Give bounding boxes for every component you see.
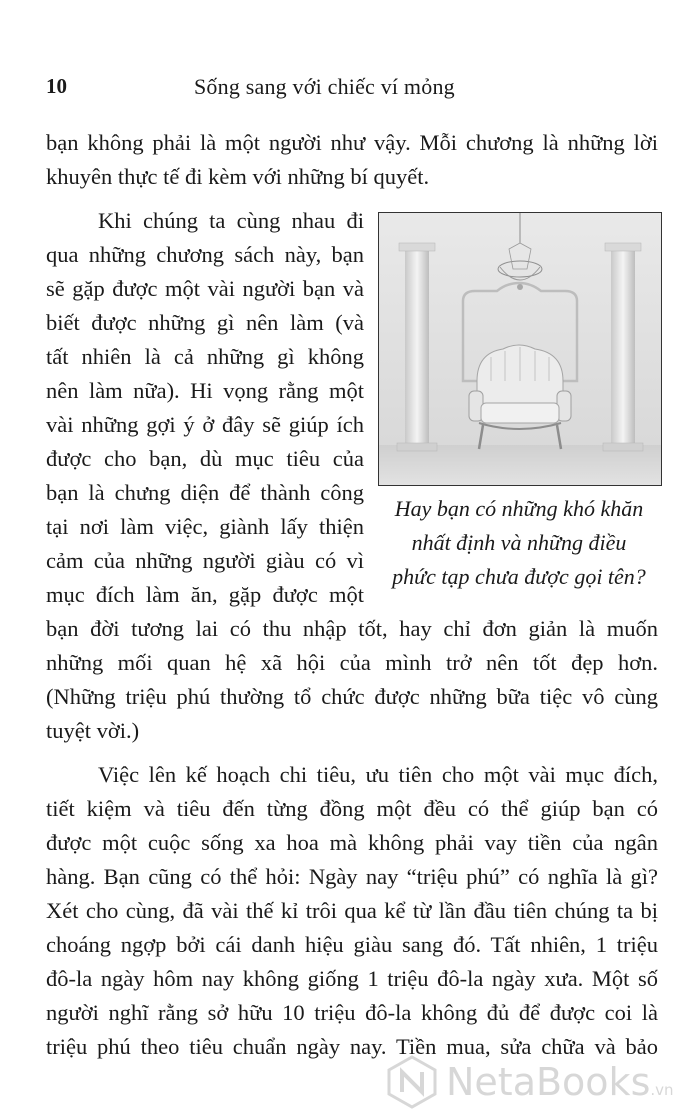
text-line: đô-la ngày hôm nay không giống 1 triệu đô-la ngày xưa. Một số [46,966,658,991]
text-line: Việc lên kế hoạch chi tiêu, ưu tiên cho một vài mục đích, [98,762,658,787]
text-line: tại nơi làm việc, giành lấy thiện [46,514,364,539]
text-line: vài những gợi ý ở đây sẽ giúp ích [46,412,364,437]
text-line: khuyên thực tế đi kèm với những bí quyết. [46,164,430,189]
page-number: 10 [46,74,67,98]
text-line: (Những triệu phú thường tổ chức được những bữa tiệc vô cùng [46,684,658,709]
text-line: được cho bạn, dù mục tiêu của [46,446,364,471]
text-line: bạn không phải là một người như vậy. Mỗi chương là những lời [46,130,658,155]
text-line: bạn là chưng diện để thành công [46,480,364,505]
watermark-brand: NetaBooks [446,1060,651,1104]
text-line: cảm của những người giàu có vì [46,548,364,573]
netabooks-logo-icon [384,1054,440,1110]
watermark-suffix: .vn [650,1081,674,1099]
room-with-armchair-image [379,213,661,485]
text-line: người nghĩ rằng sở hữu 10 triệu đô-la không đủ để được coi là [46,1000,658,1025]
text-line: những mối quan hệ xã hội của mình trở nên tốt đẹp hơn. [46,650,658,675]
text-line: tuyệt vời.) [46,718,140,743]
running-title: Sống sang với chiếc ví mỏng [194,74,455,99]
figure-caption-line: phức tạp chưa được gọi tên? [392,564,646,589]
text-line: sẽ gặp được một vài người bạn và [46,276,364,301]
text-line: biết được những gì nên làm (và [46,310,364,335]
text-line: nên làm nữa). Hi vọng rằng một [46,378,364,403]
text-line: bạn đời tương lai có thu nhập tốt, hay chỉ đơn giản là muốn [46,616,658,641]
text-line: được một cuộc sống xa hoa mà không phải vay tiền của ngân [46,830,658,855]
text-line: triệu phú theo tiêu chuẩn ngày nay. Tiền mua, sửa chữa và bảo [46,1034,658,1059]
text-line: tất nhiên là cả những gì không [46,344,364,369]
watermark-text [446,1060,674,1104]
figure-caption-line: nhất định và những điều [411,530,627,555]
text-line: hàng. Bạn cũng có thể hỏi: Ngày nay “triệu phú” có nghĩa là gì? [46,864,658,889]
netabooks-watermark [380,1052,700,1112]
text-line: tiết kiệm và tiêu đến từng đồng một đều có thể giúp bạn có [46,796,658,821]
text-line: choáng ngợp bởi cái danh hiệu giàu sang đó. Tất nhiên, 1 triệu [46,932,658,957]
text-line: Khi chúng ta cùng nhau đi [98,208,364,233]
page-header [46,72,654,108]
text-line: Xét cho cùng, đã vài thế kỉ trôi qua kể từ lần đầu tiên chúng ta bị [46,898,658,923]
figure-caption-line: Hay bạn có những khó khăn [394,496,644,521]
text-line: qua những chương sách này, bạn [46,242,364,267]
chair-illustration [378,212,662,486]
text-line: mục đích làm ăn, gặp được một [46,582,364,607]
